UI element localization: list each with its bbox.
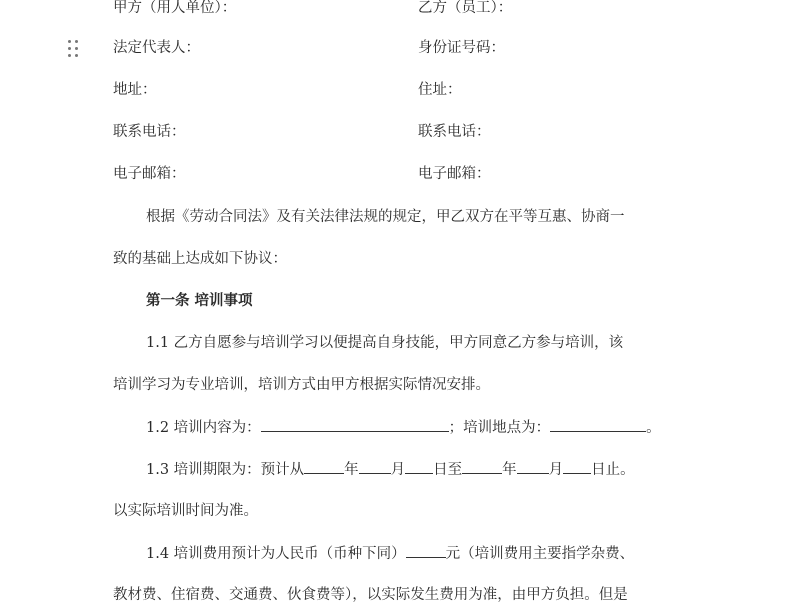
year-label-2: 年 xyxy=(502,462,517,478)
address-label: 地址： xyxy=(113,82,157,98)
clause-1-4 xyxy=(146,543,634,564)
id-number-label: 身份证号码： xyxy=(418,40,505,56)
start-day-blank[interactable] xyxy=(405,459,433,474)
clause-1-4-fee-detail: 元（培训费用主要指学杂费、 xyxy=(445,546,635,562)
email-a-label: 电子邮箱： xyxy=(113,166,186,182)
clause-1-2-location-label: ；培训地点为： xyxy=(448,420,551,436)
clause-1-3-period-label: 1.3 培训期限为：预计从 xyxy=(146,462,305,478)
start-month-blank[interactable] xyxy=(359,459,391,474)
drag-handle-icon[interactable] xyxy=(68,40,78,58)
training-location-blank[interactable] xyxy=(550,417,646,432)
clause-1-4-line-2: 教材费、住宿费、交通费、伙食费等），以实际发生费用为准，由甲方负担。但是 xyxy=(113,587,628,603)
party-a-label: 甲方（用人单位）： xyxy=(113,0,237,16)
legal-rep-label: 法定代表人： xyxy=(113,40,200,56)
fee-amount-blank[interactable] xyxy=(406,543,446,558)
end-year-blank[interactable] xyxy=(462,459,502,474)
training-content-blank[interactable] xyxy=(261,417,449,432)
day-to-label: 日至 xyxy=(433,462,463,478)
clause-1-3 xyxy=(146,459,635,480)
clause-1-2 xyxy=(146,417,661,438)
clause-1-1-line-2: 培训学习为专业培训，培训方式由甲方根据实际情况安排。 xyxy=(113,377,490,393)
phone-a-label: 联系电话： xyxy=(113,124,186,140)
day-end-label: 日止。 xyxy=(591,462,635,478)
end-day-blank[interactable] xyxy=(563,459,591,474)
residence-label: 住址： xyxy=(418,82,462,98)
clause-1-4-fee-label: 1.4 培训费用预计为人民币（币种下同） xyxy=(146,546,406,562)
clause-1-1-line-1: 1.1 乙方自愿参与培训学习以便提高自身技能，甲方同意乙方参与培训，该 xyxy=(146,335,624,351)
start-year-blank[interactable] xyxy=(304,459,344,474)
email-b-label: 电子邮箱： xyxy=(418,166,491,182)
clause-1-2-period: 。 xyxy=(646,420,661,436)
month-label-1: 月 xyxy=(390,462,406,478)
clause-1-2-content-label: 1.2 培训内容为： xyxy=(146,420,261,436)
phone-b-label: 联系电话： xyxy=(418,124,491,140)
year-label-1: 年 xyxy=(344,462,359,478)
clause-1-3-line-2: 以实际培训时间为准。 xyxy=(113,503,258,519)
end-month-blank[interactable] xyxy=(517,459,549,474)
month-label-2: 月 xyxy=(548,462,564,478)
preamble-line-2: 致的基础上达成如下协议： xyxy=(113,251,287,267)
preamble-line-1: 根据《劳动合同法》及有关法律法规的规定，甲乙双方在平等互惠、协商一 xyxy=(146,209,625,225)
article-1-title: 第一条 培训事项 xyxy=(146,292,253,309)
party-b-label: 乙方（员工）： xyxy=(418,0,513,16)
